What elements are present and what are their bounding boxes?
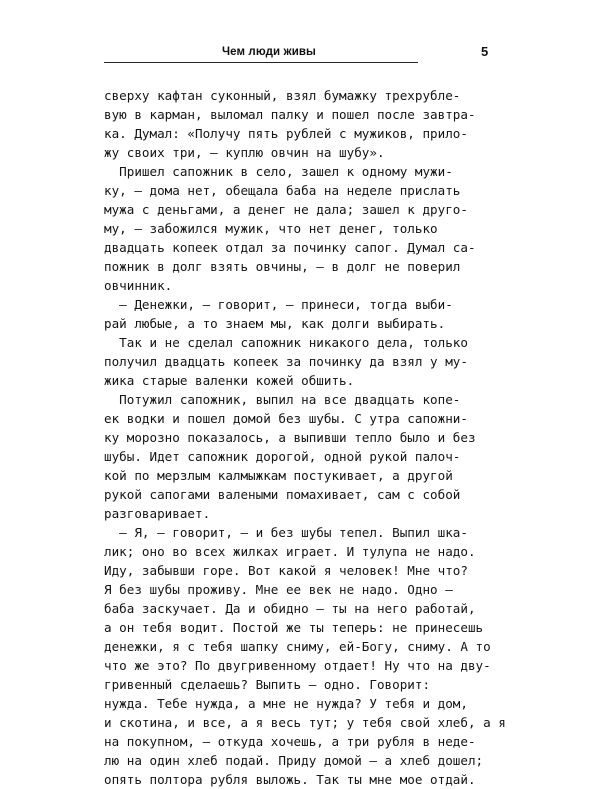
text-line: шубы. Идет сапожник дорогой, одной рукой палоч- — [104, 449, 461, 464]
text-line: — Я, — говорит, — и без шубы тепел. Выпил шка- — [104, 525, 468, 540]
text-line: ку морозно показалось, а выпивши тепло было и без — [104, 430, 476, 445]
text-line: опять полтора рубля выложь. Так ты мне мое отдай. — [104, 772, 476, 787]
text-line: кой по мерзлым калмыжкам постукивает, а другой — [104, 468, 453, 483]
header-rule — [104, 62, 418, 63]
text-line: жу своих три, — куплю овчин на шубу». — [104, 145, 385, 160]
text-line: Так и не сделал сапожник никакого дела, только — [104, 335, 468, 350]
text-line: ек водки и пошел домой без шубы. С утра сапожни- — [104, 411, 468, 426]
text-line: двадцать копеек отдал за починку сапог. Думал са- — [104, 240, 476, 255]
text-line: рай любые, а то знаем мы, как долги выбирать. — [104, 316, 446, 331]
text-line: Пришел сапожник в село, зашел к одному мужи- — [104, 164, 453, 179]
text-line: баба заскучает. Да и обидно — ты на него работай, — [104, 601, 476, 616]
body-text — [104, 86, 506, 789]
text-line: разговаривает. — [104, 506, 211, 521]
text-line: рукой сапогами валеными помахивает, сам с собой — [104, 487, 461, 502]
text-line: гривенный сделаешь? Выпить — одно. Говорит: — [104, 677, 431, 692]
page-number: 5 — [481, 44, 489, 59]
text-line: Потужил сапожник, выпил на все двадцать копе- — [104, 392, 461, 407]
text-line: вую в карман, выломал палку и пошел после завтра- — [104, 107, 476, 122]
text-line: мужа с деньгами, а денег не дала; зашел к друго- — [104, 202, 468, 217]
text-line: ка. Думал: «Получу пять рублей с мужиков, прило- — [104, 126, 468, 141]
text-line: лю на один хлеб подай. Приду домой — а хлеб дошел; — [104, 753, 484, 768]
text-line: что же это? По двугривенному отдает! Ну что на дву- — [104, 658, 491, 673]
text-line: ку, — дома нет, обещала баба на неделе прислать — [104, 183, 461, 198]
text-line: Иду, забывши горе. Вот какой я человек! Мне что? — [104, 563, 468, 578]
text-line: получил двадцать копеек за починку да взял у му- — [104, 354, 468, 369]
text-line: а он тебя водит. Постой же ты теперь: не принесешь — [104, 620, 484, 635]
text-line: Я без шубы проживу. Мне ее век не надо. Одно — — [104, 582, 453, 597]
text-line: жика старые валенки кожей обшить. — [104, 373, 355, 388]
text-line: пожник в долг взять овчины, — в долг не поверил — [104, 259, 461, 274]
text-line: денежки, я с тебя шапку сниму, ей-Богу, сниму. А то — [104, 639, 491, 654]
text-line: сверху кафтан суконный, взял бумажку трехрубле- — [104, 88, 461, 103]
text-line: лик; оно во всех жилках играет. И тулупа не надо. — [104, 544, 476, 559]
text-line: овчинник. — [104, 278, 173, 293]
text-line: на покупном, — откуда хочешь, а три рубля в неде- — [104, 734, 476, 749]
text-line: — Денежки, — говорит, — принеси, тогда выби- — [104, 297, 453, 312]
text-line: му, — забожился мужик, что нет денег, только — [104, 221, 438, 236]
running-title: Чем люди живы — [222, 46, 316, 58]
text-line: и скотина, и все, а я весь тут; у тебя свой хлеб, а я — [104, 715, 506, 730]
text-line: нужда. Тебе нужда, а мне не нужда? У тебя и дом, — [104, 696, 468, 711]
